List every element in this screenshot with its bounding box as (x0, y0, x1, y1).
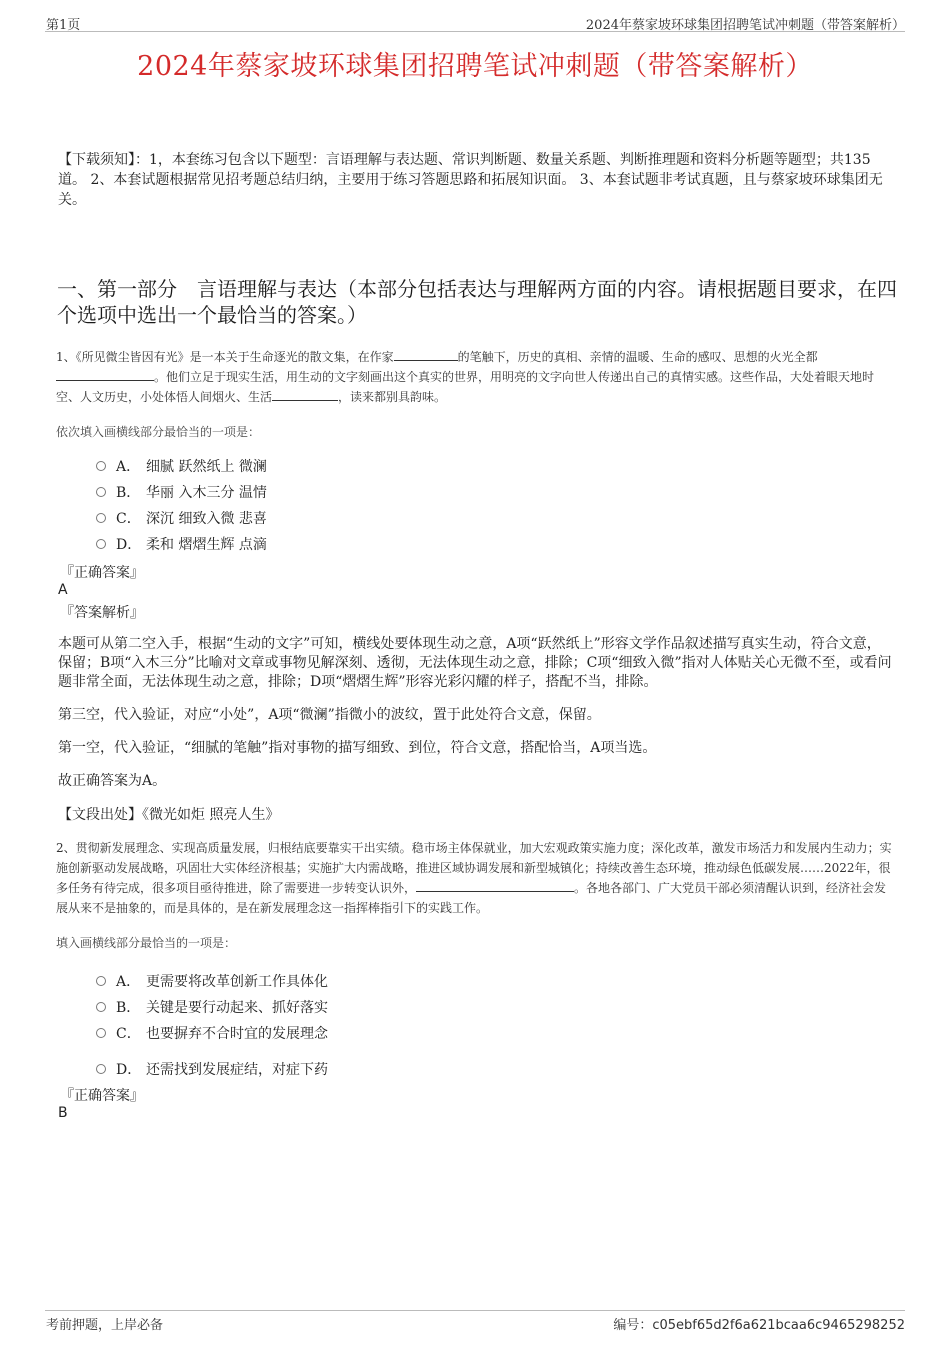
analysis-paragraph: 第三空，代入验证，对应“小处”，A项“微澜”指微小的波纹，置于此处符合文意，保留。 (58, 707, 601, 723)
radio-icon[interactable] (96, 976, 106, 986)
option-a[interactable]: A． 细腻 跃然纸上 微澜 (96, 453, 696, 479)
radio-icon[interactable] (96, 1002, 106, 1012)
page-number: 第1页 (46, 18, 81, 33)
analysis-paragraph: 本题可从第二空入手，根据“生动的文字”可知，横线处要体现生动之意，A项“跃然纸上”形容文学作品叙述描写真实生动，符合文意，保留；B项“入木三分”比喻对文章或事物见解深刻、透彻，无法体现生动之意，排除；C项“细致入微”指对人体贴关心无微不至，或看问题非常全面，无法体现生动之意，排除；D项“熠熠生辉”形容光彩闪耀的样子，搭配不当，排除。 (58, 636, 892, 690)
question-2-stem: 2、贯彻新发展理念、实现高质量发展，归根结底要靠实干出实绩。稳市场主体保就业，加大宏观政策实施力度；深化改革，激发市场活力和发展内生动力；实施创新驱动发展战略，巩固壮大实体经济根基；实施扩大内需战略，推进区域协调发展和新型城镇化；持续改善生态环境，推动绿色低碳发展……2022年，很多任务有待完成，很多项目亟待推进，除了需要进一步转变认识外， 。各地各部门、广大党员干部必须清醒认识到，经济社会发展从来不是抽象的，而是具体的，是在新发展理念这一指挥棒指引下的实践工作。 (56, 841, 892, 915)
option-a[interactable]: A． 更需要将改革创新工作具体化 (96, 968, 696, 994)
running-title: 2024年蔡家坡环球集团招聘笔试冲刺题（带答案解析） (585, 18, 905, 33)
document-title: 2024年蔡家坡环球集团招聘笔试冲刺题（带答案解析） (137, 51, 813, 82)
question-2-prompt: 填入画横线部分最恰当的一项是： (56, 936, 237, 950)
analysis-paragraph: 第一空，代入验证，“细腻的笔触”指对事物的描写细致、到位，符合文意，搭配恰当，A项当选。 (58, 740, 657, 756)
radio-icon[interactable] (96, 1064, 106, 1074)
answer-blank (272, 388, 338, 401)
correct-answer: A (58, 582, 68, 598)
question-1-stem: 1、《所见微尘皆因有光》是一本关于生命逐光的散文集，在作家 的笔触下，历史的真相、亲情的温暖、生命的感叹、思想的火光全都。他们立足于现实生活，用生动的文字刻画出这个真实的世界，用明亮的文字向世人传递出自己的真情实感。这些作品，大处着眼天地时空、人文历史，小处体悟人间烟火、生活 ，读来都别具韵味。 (56, 350, 875, 404)
option-c[interactable]: C． 也要摒弃不合时宜的发展理念 (96, 1020, 696, 1046)
question-2-options (96, 968, 696, 1082)
answer-label: 『正确答案』 (60, 1088, 144, 1104)
analysis-conclusion: 故正确答案为A。 (58, 773, 167, 789)
analysis-label: 『答案解析』 (60, 605, 144, 621)
header-divider (45, 31, 905, 32)
answer-blank (56, 368, 154, 381)
answer-blank (416, 879, 574, 892)
option-d[interactable]: D． 柔和 熠熠生辉 点滴 (96, 531, 696, 557)
footer-divider (45, 1310, 905, 1311)
radio-icon[interactable] (96, 513, 106, 523)
download-notice: 【下载须知】：1，本套练习包含以下题型：言语理解与表达题、常识判断题、数量关系题、判断推理题和资料分析题等题型；共135道。 2、本套试题根据常见招考题总结归纳，主要用于练习答题思路和拓展知识面。 3、本套试题非考试真题，且与蔡家坡环球集团无关。 (58, 152, 883, 208)
option-b[interactable]: B． 华丽 入木三分 温情 (96, 479, 696, 505)
footer-slogan: 考前押题，上岸必备 (46, 1318, 164, 1333)
question-1-prompt: 依次填入画横线部分最恰当的一项是： (56, 425, 261, 439)
section-heading: 一、第一部分 言语理解与表达（本部分包括表达与理解两方面的内容。请根据题目要求，在四个选项中选出一个最恰当的答案。） (57, 277, 897, 327)
radio-icon[interactable] (96, 1028, 106, 1038)
option-b[interactable]: B． 关键是要行动起来、抓好落实 (96, 994, 696, 1020)
question-1-options (96, 453, 696, 557)
answer-blank (394, 348, 458, 361)
radio-icon[interactable] (96, 539, 106, 549)
option-c[interactable]: C． 深沉 细致入微 悲喜 (96, 505, 696, 531)
option-d[interactable]: D． 还需找到发展症结，对症下药 (96, 1056, 696, 1082)
radio-icon[interactable] (96, 461, 106, 471)
answer-label: 『正确答案』 (60, 565, 144, 581)
document-code: 编号：c05ebf65d2f6a621bcaa6c9465298252 (613, 1318, 905, 1333)
radio-icon[interactable] (96, 487, 106, 497)
correct-answer: B (58, 1105, 68, 1121)
source-citation: 【文段出处】《微光如炬 照亮人生》 (58, 807, 280, 823)
